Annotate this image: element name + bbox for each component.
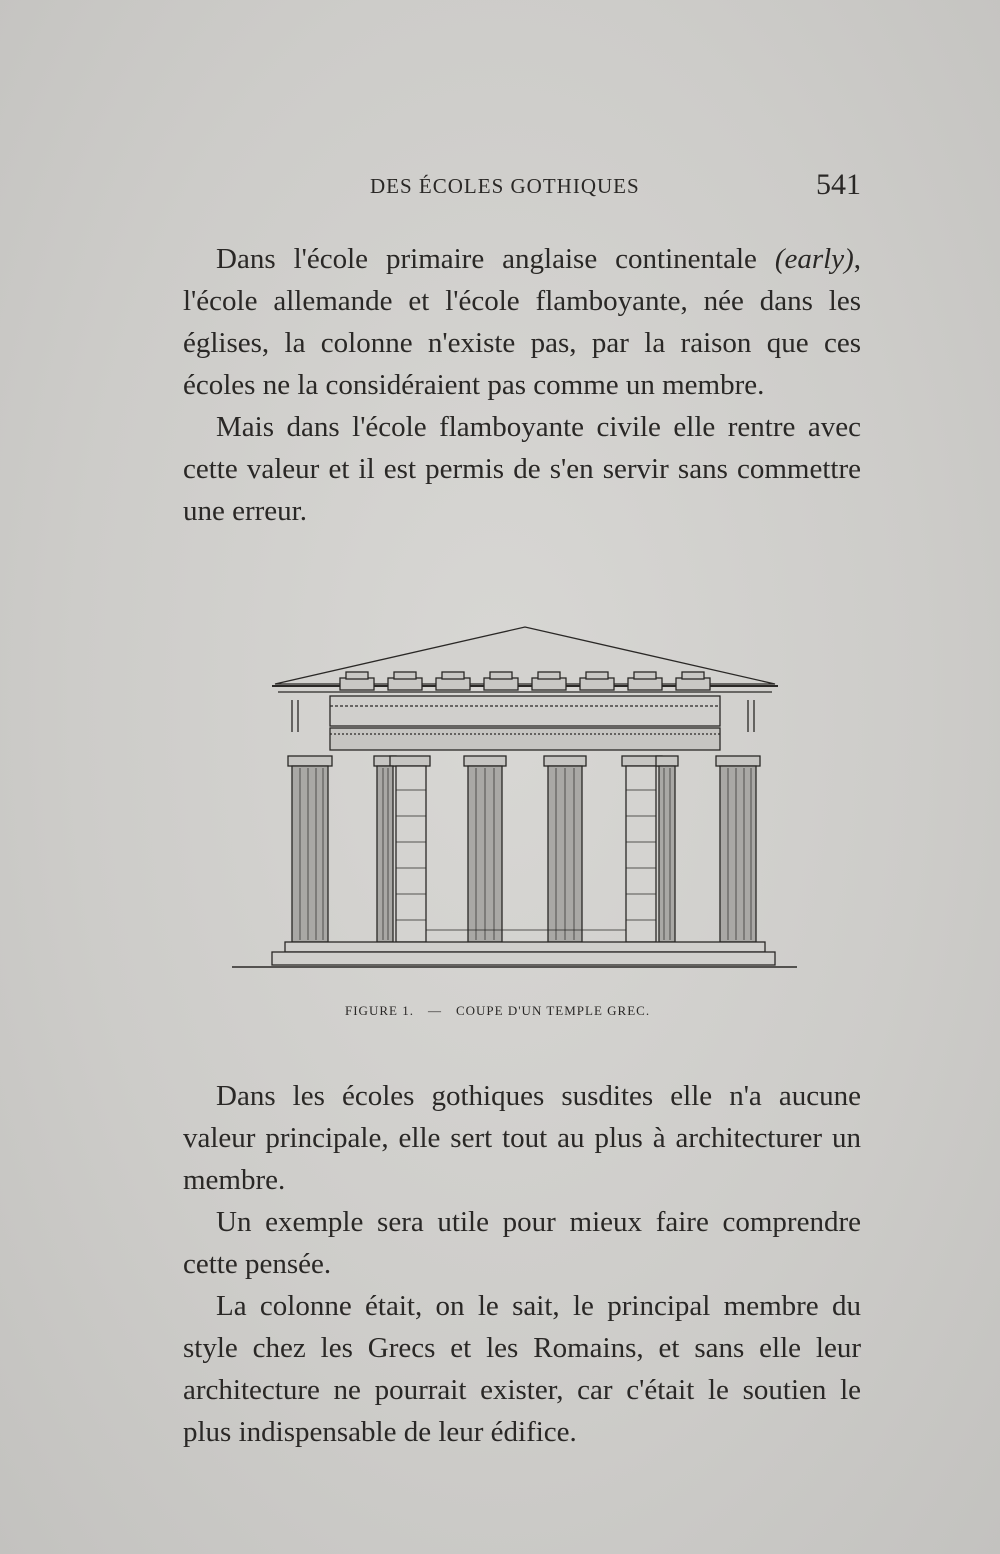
paragraph: Dans les écoles gothiques susdites elle n'a aucune valeur principale, elle sert tout au plus à architecturer un membre.: [183, 1080, 861, 1196]
paragraph: Un exemple sera utile pour mieux faire comprendre cette pensée.: [183, 1206, 861, 1280]
figure-caption: [345, 1003, 650, 1019]
architrave: [330, 728, 720, 750]
step: [272, 952, 775, 965]
caption-dash: —: [427, 1003, 442, 1018]
frieze: [330, 696, 720, 726]
italic-term: (early): [774, 243, 854, 275]
temple-section-illustration: [230, 620, 800, 975]
stylobate: [285, 942, 765, 952]
text-block-top: [183, 238, 861, 532]
antae: [396, 766, 656, 942]
columns: [292, 766, 756, 942]
running-head: DES ÉCOLES GOTHIQUES: [370, 174, 640, 198]
page-number: 541: [816, 168, 861, 201]
caption-text: COUPE D'UN TEMPLE GREC.: [455, 1003, 651, 1018]
capitals: [288, 756, 760, 766]
paragraph: La colonne était, on le sait, le principal membre du style chez les Grecs et les Romains, et sans elle leur architecture ne pourrait exister, car c'était le soutien le plus indispensable de leur édifice.: [183, 1290, 861, 1448]
paragraph: Mais dans l'école flamboyante civile elle rentre avec cette valeur et il est permis de s'en servir sans commettre une erreur.: [183, 411, 861, 527]
figure-label: FIGURE 1.: [345, 1003, 414, 1018]
paragraph: Dans l'école primaire anglaise continentale (early), l'école allemande et l'école flamboyante, née dans les églises, la colonne n'existe pas, par la raison que ces écoles ne la considéraient pas comme un membre.: [183, 243, 861, 401]
text-block-bottom: [183, 1075, 861, 1453]
